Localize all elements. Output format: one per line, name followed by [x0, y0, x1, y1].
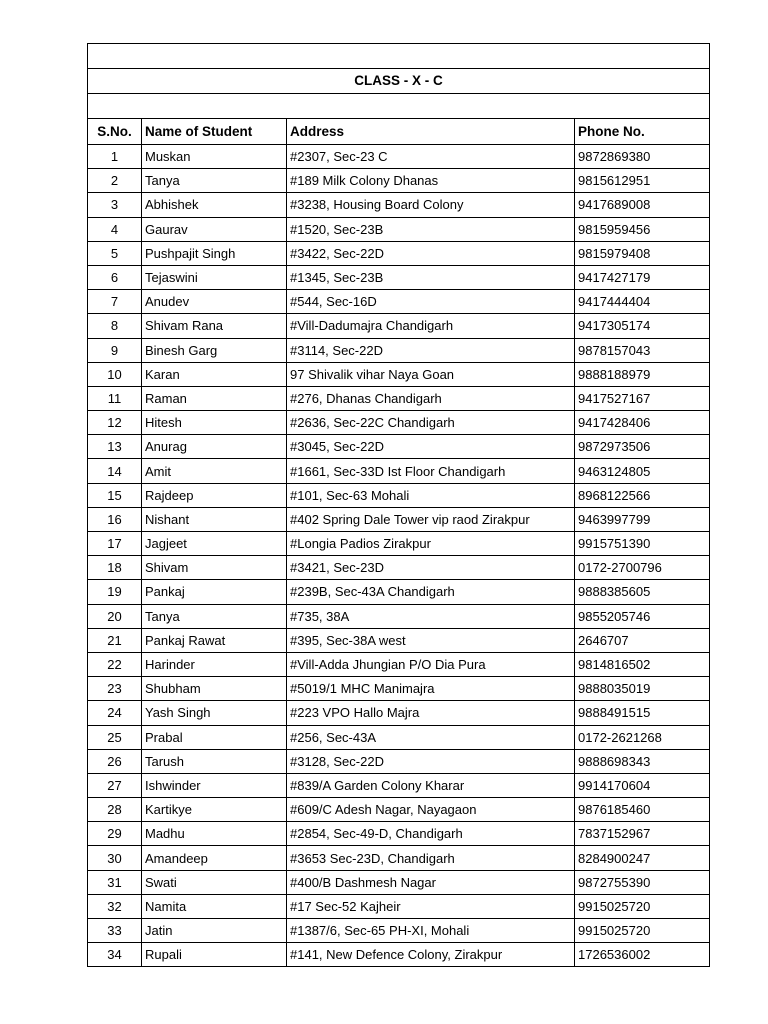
table-row [88, 362, 710, 386]
address-cell: #3238, Housing Board Colony [287, 193, 575, 217]
student-name-cell: Shivam [142, 556, 287, 580]
address-cell: #400/B Dashmesh Nagar [287, 870, 575, 894]
phone-cell: 9915025720 [575, 919, 710, 943]
serial-number-cell: 22 [88, 652, 142, 676]
phone-cell: 0172-2700796 [575, 556, 710, 580]
student-name-cell: Amit [142, 459, 287, 483]
blank-row [88, 44, 710, 69]
student-name-cell: Hitesh [142, 411, 287, 435]
student-name-cell: Namita [142, 894, 287, 918]
phone-cell: 1726536002 [575, 943, 710, 967]
address-cell: #3422, Sec-22D [287, 241, 575, 265]
serial-number-cell: 16 [88, 507, 142, 531]
column-header-phone: Phone No. [575, 119, 710, 145]
table-row [88, 580, 710, 604]
phone-cell: 9888491515 [575, 701, 710, 725]
address-cell: #609/C Adesh Nagar, Nayagaon [287, 798, 575, 822]
table-row [88, 677, 710, 701]
table-row [88, 725, 710, 749]
student-name-cell: Karan [142, 362, 287, 386]
table-row [88, 532, 710, 556]
table-row [88, 822, 710, 846]
address-cell: #3128, Sec-22D [287, 749, 575, 773]
serial-number-cell: 11 [88, 386, 142, 410]
table-row [88, 507, 710, 531]
address-cell: #1387/6, Sec-65 PH-XI, Mohali [287, 919, 575, 943]
serial-number-cell: 6 [88, 265, 142, 289]
student-list-table [87, 43, 710, 967]
serial-number-cell: 23 [88, 677, 142, 701]
serial-number-cell: 2 [88, 169, 142, 193]
serial-number-cell: 21 [88, 628, 142, 652]
serial-number-cell: 26 [88, 749, 142, 773]
serial-number-cell: 8 [88, 314, 142, 338]
phone-cell: 9814816502 [575, 652, 710, 676]
serial-number-cell: 24 [88, 701, 142, 725]
serial-number-cell: 34 [88, 943, 142, 967]
table-row [88, 459, 710, 483]
phone-cell: 7837152967 [575, 822, 710, 846]
phone-cell: 9417427179 [575, 265, 710, 289]
student-name-cell: Rajdeep [142, 483, 287, 507]
student-name-cell: Tanya [142, 604, 287, 628]
phone-cell: 8968122566 [575, 483, 710, 507]
address-cell: #239B, Sec-43A Chandigarh [287, 580, 575, 604]
student-name-cell: Muskan [142, 145, 287, 169]
phone-cell: 2646707 [575, 628, 710, 652]
column-header-sno: S.No. [88, 119, 142, 145]
serial-number-cell: 14 [88, 459, 142, 483]
address-cell: #141, New Defence Colony, Zirakpur [287, 943, 575, 967]
phone-cell: 9888385605 [575, 580, 710, 604]
table-row [88, 604, 710, 628]
phone-cell: 9876185460 [575, 798, 710, 822]
serial-number-cell: 29 [88, 822, 142, 846]
address-cell: #256, Sec-43A [287, 725, 575, 749]
table-row [88, 919, 710, 943]
phone-cell: 9872973506 [575, 435, 710, 459]
phone-cell: 9888035019 [575, 677, 710, 701]
student-name-cell: Prabal [142, 725, 287, 749]
serial-number-cell: 32 [88, 894, 142, 918]
phone-cell: 9417428406 [575, 411, 710, 435]
student-name-cell: Harinder [142, 652, 287, 676]
address-cell: #3114, Sec-22D [287, 338, 575, 362]
table-row [88, 435, 710, 459]
phone-cell: 9855205746 [575, 604, 710, 628]
student-name-cell: Anurag [142, 435, 287, 459]
serial-number-cell: 15 [88, 483, 142, 507]
table-row [88, 290, 710, 314]
address-cell: #2636, Sec-22C Chandigarh [287, 411, 575, 435]
serial-number-cell: 3 [88, 193, 142, 217]
title-row [88, 69, 710, 94]
address-cell: #2307, Sec-23 C [287, 145, 575, 169]
phone-cell: 9417305174 [575, 314, 710, 338]
student-name-cell: Jagjeet [142, 532, 287, 556]
serial-number-cell: 28 [88, 798, 142, 822]
phone-cell: 9872755390 [575, 870, 710, 894]
table-row [88, 894, 710, 918]
phone-cell: 9417444404 [575, 290, 710, 314]
phone-cell: 9815979408 [575, 241, 710, 265]
phone-cell: 9915025720 [575, 894, 710, 918]
phone-cell: 9914170604 [575, 773, 710, 797]
table-row [88, 483, 710, 507]
class-title: CLASS - X - C [88, 69, 710, 94]
table-row [88, 773, 710, 797]
student-name-cell: Binesh Garg [142, 338, 287, 362]
table-row [88, 265, 710, 289]
serial-number-cell: 7 [88, 290, 142, 314]
student-name-cell: Abhishek [142, 193, 287, 217]
phone-cell: 0172-2621268 [575, 725, 710, 749]
address-cell: #223 VPO Hallo Majra [287, 701, 575, 725]
address-cell: #402 Spring Dale Tower vip raod Zirakpur [287, 507, 575, 531]
table-row [88, 628, 710, 652]
address-cell: #735, 38A [287, 604, 575, 628]
serial-number-cell: 19 [88, 580, 142, 604]
table-row [88, 652, 710, 676]
table-row [88, 193, 710, 217]
serial-number-cell: 25 [88, 725, 142, 749]
phone-cell: 9463997799 [575, 507, 710, 531]
student-name-cell: Shivam Rana [142, 314, 287, 338]
student-name-cell: Raman [142, 386, 287, 410]
address-cell: #395, Sec-38A west [287, 628, 575, 652]
student-name-cell: Yash Singh [142, 701, 287, 725]
phone-cell: 9872869380 [575, 145, 710, 169]
student-name-cell: Tejaswini [142, 265, 287, 289]
column-header-address: Address [287, 119, 575, 145]
serial-number-cell: 12 [88, 411, 142, 435]
phone-cell: 9915751390 [575, 532, 710, 556]
table-row [88, 749, 710, 773]
phone-cell: 9463124805 [575, 459, 710, 483]
phone-cell: 9815612951 [575, 169, 710, 193]
table-row [88, 798, 710, 822]
address-cell: #3045, Sec-22D [287, 435, 575, 459]
student-name-cell: Pankaj Rawat [142, 628, 287, 652]
table-row [88, 217, 710, 241]
serial-number-cell: 20 [88, 604, 142, 628]
table-row [88, 338, 710, 362]
table-row [88, 701, 710, 725]
phone-cell: 9888188979 [575, 362, 710, 386]
phone-cell: 9417527167 [575, 386, 710, 410]
student-name-cell: Kartikye [142, 798, 287, 822]
student-name-cell: Ishwinder [142, 773, 287, 797]
address-cell: #17 Sec-52 Kajheir [287, 894, 575, 918]
address-cell: #1661, Sec-33D Ist Floor Chandigarh [287, 459, 575, 483]
address-cell: #3653 Sec-23D, Chandigarh [287, 846, 575, 870]
address-cell: #101, Sec-63 Mohali [287, 483, 575, 507]
address-cell: #2854, Sec-49-D, Chandigarh [287, 822, 575, 846]
serial-number-cell: 9 [88, 338, 142, 362]
address-cell: #Vill-Adda Jhungian P/O Dia Pura [287, 652, 575, 676]
column-header-name: Name of Student [142, 119, 287, 145]
address-cell: #839/A Garden Colony Kharar [287, 773, 575, 797]
table-row [88, 169, 710, 193]
address-cell: #1520, Sec-23B [287, 217, 575, 241]
serial-number-cell: 27 [88, 773, 142, 797]
serial-number-cell: 31 [88, 870, 142, 894]
serial-number-cell: 1 [88, 145, 142, 169]
serial-number-cell: 17 [88, 532, 142, 556]
serial-number-cell: 13 [88, 435, 142, 459]
student-name-cell: Shubham [142, 677, 287, 701]
serial-number-cell: 33 [88, 919, 142, 943]
table-row [88, 241, 710, 265]
serial-number-cell: 18 [88, 556, 142, 580]
table-row [88, 386, 710, 410]
header-row [88, 119, 710, 145]
blank-row [88, 94, 710, 119]
student-name-cell: Anudev [142, 290, 287, 314]
address-cell: #Longia Padios Zirakpur [287, 532, 575, 556]
phone-cell: 9815959456 [575, 217, 710, 241]
student-name-cell: Swati [142, 870, 287, 894]
table-row [88, 870, 710, 894]
table-row [88, 411, 710, 435]
table-row [88, 556, 710, 580]
student-name-cell: Tanya [142, 169, 287, 193]
address-cell: #Vill-Dadumajra Chandigarh [287, 314, 575, 338]
address-cell: #276, Dhanas Chandigarh [287, 386, 575, 410]
table-row [88, 145, 710, 169]
student-name-cell: Nishant [142, 507, 287, 531]
student-name-cell: Pankaj [142, 580, 287, 604]
serial-number-cell: 30 [88, 846, 142, 870]
table-row [88, 846, 710, 870]
phone-cell: 9888698343 [575, 749, 710, 773]
table-row [88, 314, 710, 338]
student-name-cell: Amandeep [142, 846, 287, 870]
student-name-cell: Gaurav [142, 217, 287, 241]
serial-number-cell: 4 [88, 217, 142, 241]
table-row [88, 943, 710, 967]
student-name-cell: Madhu [142, 822, 287, 846]
address-cell: #544, Sec-16D [287, 290, 575, 314]
address-cell: #3421, Sec-23D [287, 556, 575, 580]
phone-cell: 8284900247 [575, 846, 710, 870]
phone-cell: 9878157043 [575, 338, 710, 362]
student-name-cell: Tarush [142, 749, 287, 773]
student-name-cell: Pushpajit Singh [142, 241, 287, 265]
address-cell: #5019/1 MHC Manimajra [287, 677, 575, 701]
address-cell: 97 Shivalik vihar Naya Goan [287, 362, 575, 386]
address-cell: #189 Milk Colony Dhanas [287, 169, 575, 193]
phone-cell: 9417689008 [575, 193, 710, 217]
address-cell: #1345, Sec-23B [287, 265, 575, 289]
student-name-cell: Rupali [142, 943, 287, 967]
student-name-cell: Jatin [142, 919, 287, 943]
serial-number-cell: 10 [88, 362, 142, 386]
serial-number-cell: 5 [88, 241, 142, 265]
